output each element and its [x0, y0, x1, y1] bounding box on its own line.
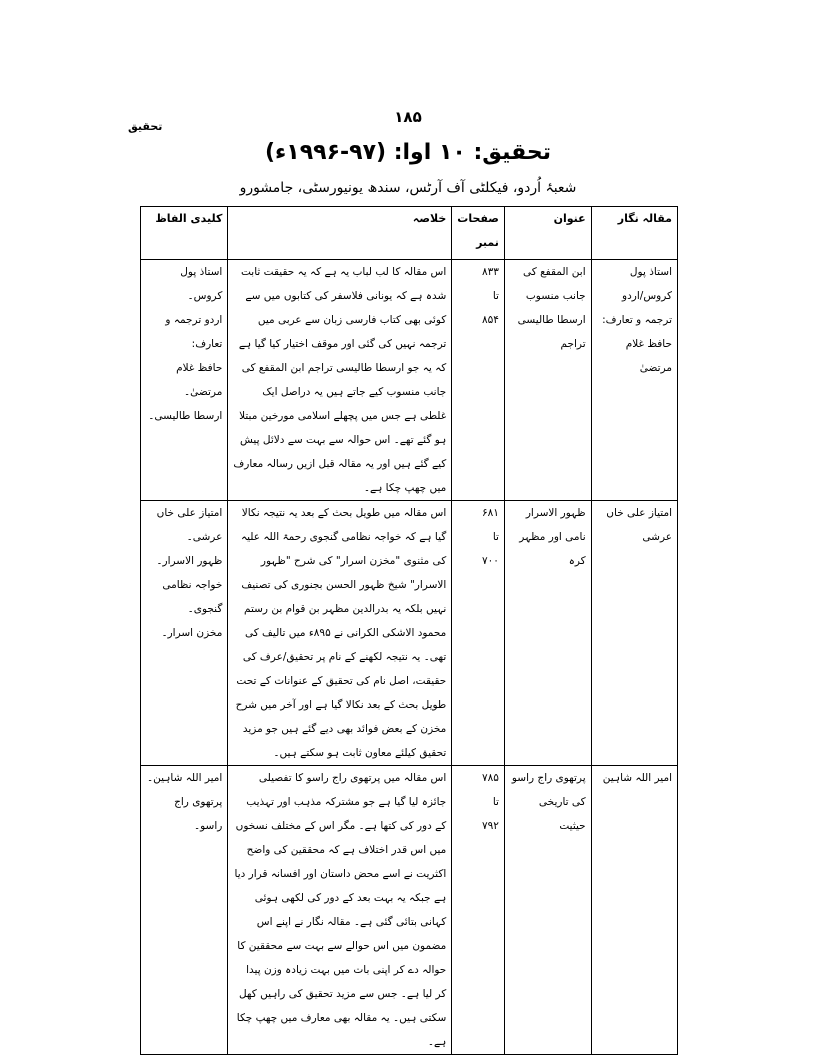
keyword: امتیاز علی خاں عرشی۔	[156, 507, 223, 543]
page-start: ۷۸۵	[482, 772, 499, 784]
keyword: حافظ غلام مرتضیٰ۔	[176, 362, 223, 398]
cell-pages	[452, 766, 505, 1055]
table-row	[141, 501, 678, 766]
cell-summary: اس مقالہ میں طویل بحث کے بعد یہ نتیجہ نکالا گیا ہے کہ خواجہ نظامی گنجوی رحمۃ اللہ علیہ کی مثنوی "مخزن اسرار" کی شرح "ظہور الاسرار" شیخ ظہور الحسن بجنوری کی تصنیف نہیں بلکہ یہ بدرالدین مظہر بن قوام بن رستم محمود الاشکی الکرانی نے ۸۹۵ء میں تالیف کی تھی۔ یہ نتیجہ لکھنے کے نام پر تحقیق/عرف کی حقیقت، اصل نام کی تحقیق کے عنوانات کے تحت طویل بحث کے بعد نکالا گیا ہے اور آخر میں شرح مخزن کے بعض فوائد بھی دیے گئے ہیں جو مزید تحقیق کیلئے معاون ثابت ہو سکتے ہیں۔	[228, 501, 452, 766]
cell-author: استاذ پول کروس/اردو ترجمہ و تعارف: حافظ غلام مرتضیٰ	[591, 260, 677, 501]
cell-pages	[452, 260, 505, 501]
page-end: ۷۹۲	[482, 820, 499, 832]
cell-title: پرتھوی راج راسو کی تاریخی حیثیت	[504, 766, 591, 1055]
header-keywords: کلیدی الفاظ	[141, 207, 228, 260]
cell-keywords	[141, 501, 228, 766]
page-sep: تا	[492, 796, 499, 808]
table-header-row	[141, 207, 678, 260]
cell-title: ظہور الاسرار نامی اور مظہر کرہ	[504, 501, 591, 766]
page-end: ۸۵۴	[482, 314, 499, 326]
cell-author: امتیاز علی خاں عرشی	[591, 501, 677, 766]
keyword: امیر اللہ شاہین۔	[146, 772, 223, 784]
page-title: تحقیق: ۱۰ اوا: (۹۷-۱۹۹۶ء)	[264, 140, 552, 165]
page-sep: تا	[492, 290, 499, 302]
cell-keywords	[141, 260, 228, 501]
page-number: ۱۸۵	[394, 108, 422, 126]
keyword: خواجہ نظامی گنجوی۔	[162, 579, 223, 615]
cell-author: امیر اللہ شاہین	[591, 766, 677, 1055]
cell-summary: اس مقالہ کا لب لباب یہ ہے کہ یہ حقیقت ثابت شدہ ہے کہ یونانی فلاسفر کی کتابوں میں سے کوئی بھی کتاب فارسی زبان سے عربی میں ترجمہ نہیں کی گئی اور موقف اختیار کیا گیا ہے کہ یہ جو ارسطا طالیسی تراجم ابن المقفع کی جانب منسوب کیے جاتے ہیں یہ دراصل ایک غلطی ہے جس میں پچھلے اسلامی مورخین مبتلا ہو گئے تھے۔ اس حوالہ سے بہت سے دلائل پیش کیے گئے ہیں اور یہ مقالہ قبل ازیں رسالہ معارف میں چھپ چکا ہے۔	[228, 260, 452, 501]
page-subtitle: شعبۂ اُردو، فیکلٹی آف آرٹس، سندھ یونیورسٹی، جامشورو	[239, 180, 577, 196]
keyword: استاذ پول کروس۔	[180, 266, 223, 302]
table-row	[141, 260, 678, 501]
page-sep: تا	[492, 531, 499, 543]
table-row	[141, 766, 678, 1055]
page-end: ۷۰۰	[482, 555, 499, 567]
keyword: ظہور الاسرار۔	[156, 555, 223, 567]
running-head: تحقیق	[128, 120, 163, 133]
cell-title: ابن المقفع کی جانب منسوب ارسطا طالیسی تراجم	[504, 260, 591, 501]
header-pages: صفحات نمبر	[452, 207, 505, 260]
index-table	[140, 206, 678, 1055]
cell-summary: اس مقالہ میں پرتھوی راج راسو کا تفصیلی جائزہ لیا گیا ہے جو مشترکہ مذہب اور تہذیب کے دور کی کتھا ہے۔ مگر اس کے مختلف نسخوں میں اس قدر اختلاف ہے کہ محققین کی واضح اکثریت نے اسے محض داستان اور افسانہ قرار دیا ہے جبکہ یہ بہت بعد کے دور کی لکھی ہوئی کہانی بتائی گئی ہے۔ مقالہ نگار نے اپنے اس مضمون میں اس حوالے سے بہت سے محققین کا حوالہ دے کر اپنی بات میں بہت زیادہ وزن پیدا کر لیا ہے۔ جس سے مزید تحقیق کی راہیں کھل سکتی ہیں۔ یہ مقالہ بھی معارف میں چھپ چکا ہے۔	[228, 766, 452, 1055]
header-title: عنوان	[504, 207, 591, 260]
page-start: ۶۸۱	[482, 507, 499, 519]
keyword: مخزن اسرار۔	[161, 627, 223, 639]
cell-keywords	[141, 766, 228, 1055]
header-summary: خلاصہ	[228, 207, 452, 260]
header-author: مقالہ نگار	[591, 207, 677, 260]
page-start: ۸۳۳	[482, 266, 499, 278]
keyword: اردو ترجمہ و تعارف:	[165, 314, 223, 350]
keyword: ارسطا طالیسی۔	[148, 410, 223, 422]
cell-pages	[452, 501, 505, 766]
keyword: پرتھوی راج راسو۔	[174, 796, 223, 832]
